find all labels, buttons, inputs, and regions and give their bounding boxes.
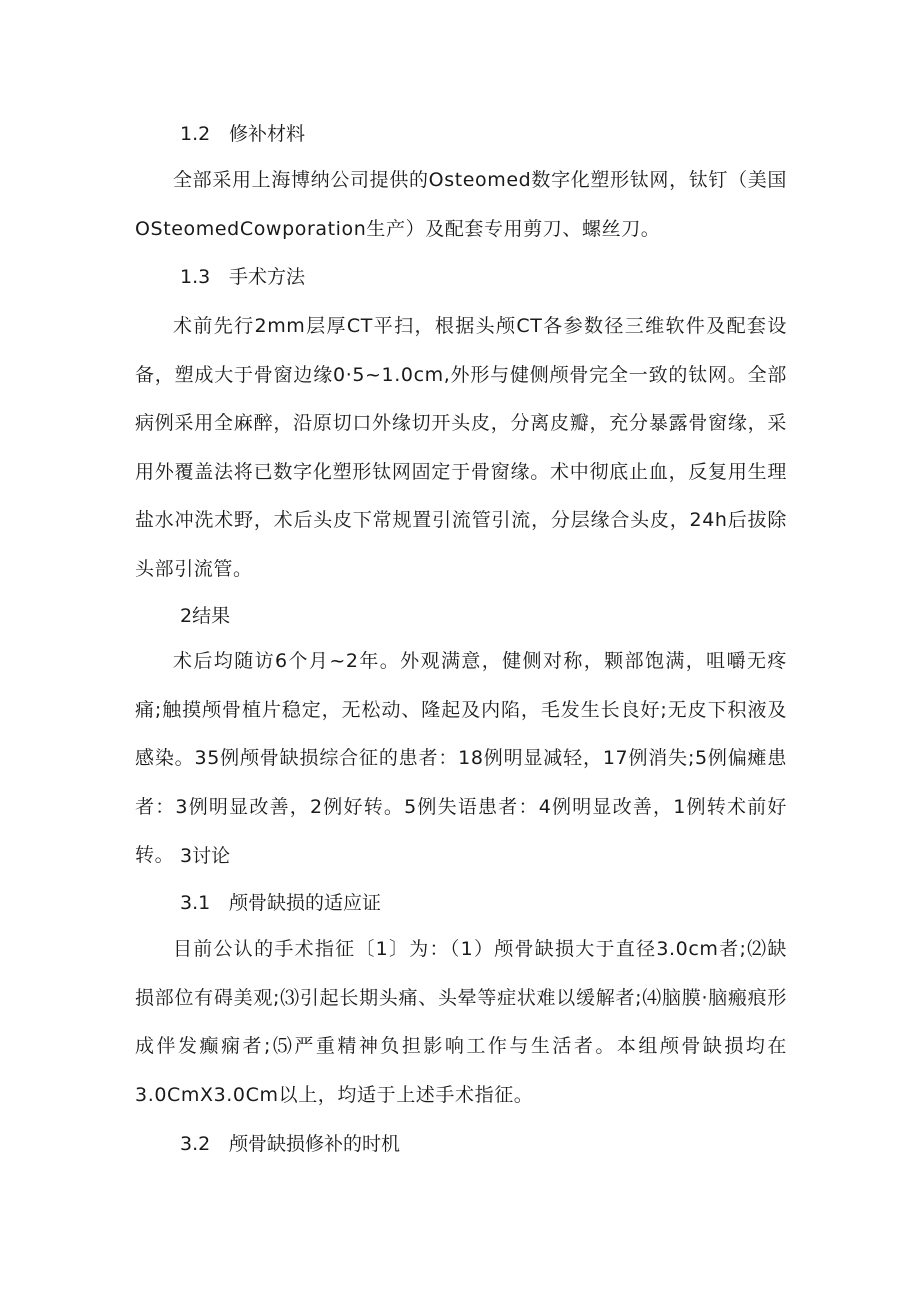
section-heading-3: [180, 844, 230, 868]
section-title: 修补材料: [229, 123, 306, 145]
section-heading-3-1: [180, 891, 381, 915]
section-title: 手术方法: [229, 266, 306, 288]
section-heading-1-3: [180, 265, 305, 289]
section-number: 1.3: [180, 266, 211, 288]
paragraph-indications: 目前公认的手术指征〔1〕为：（1）颅骨缺损大于直径3.0cm者;⑵缺损部位有碍美观;⑶引起长期头痛、头晕等症状难以缓解者;⑷脑膜·脑瘢痕形成伴发癫痫者;⑸严重精神负担影响工作与生活者。本组颅骨缺损均在3.0CmX3.0Cm以上，均适于上述手术指征。: [135, 938, 787, 1106]
section-heading-3-2: [180, 1132, 400, 1156]
section-heading-2: [180, 604, 230, 628]
paragraph-results: 术后均随访6个月~2年。外观满意，健侧对称，颗部饱满，咀嚼无疼痛;触摸颅骨植片稳定，无松动、隆起及内陷，毛发生长良好;无皮下积液及感染。35例颅骨缺损综合征的患者：18例明显减轻，17例消失;5例偏瘫患者：3例明显改善，2例好转。5例失语患者：4例明显改善，1例转术前好转。: [135, 650, 787, 867]
section-heading-1-2: [180, 122, 305, 146]
section-title: 颅骨缺损的适应证: [229, 892, 382, 914]
paragraph-surgical-method: 术前先行2mm层厚CT平扫，根据头颅CT各参数径三维软件及配套设备，塑成大于骨窗边缘0·5~1.0cm,外形与健侧颅骨完全一致的钛网。全部病例采用全麻醉，沿原切口外缘切开头皮，分离皮瓣，充分暴露骨窗缘，采用外覆盖法将已数字化塑形钛网固定于骨窗缘。术中彻底止血，反复用生理盐水冲洗术野，术后头皮下常规置引流管引流，分层缘合头皮，24h后拔除头部引流管。: [135, 315, 787, 580]
section-title: 颅骨缺损修补的时机: [229, 1133, 401, 1155]
section-number: 1.2: [180, 123, 211, 145]
section-number: 2: [180, 605, 193, 627]
section-title: 讨论: [192, 845, 231, 867]
section-title: 结果: [192, 605, 231, 627]
section-number: 3: [180, 845, 193, 867]
section-number: 3.1: [180, 892, 211, 914]
section-number: 3.2: [180, 1133, 211, 1155]
paragraph-materials: 全部采用上海博纳公司提供的Osteomed数字化塑形钛网，钛钉（美国OSteomedCowporation生产）及配套专用剪刀、螺丝刀。: [135, 169, 787, 240]
